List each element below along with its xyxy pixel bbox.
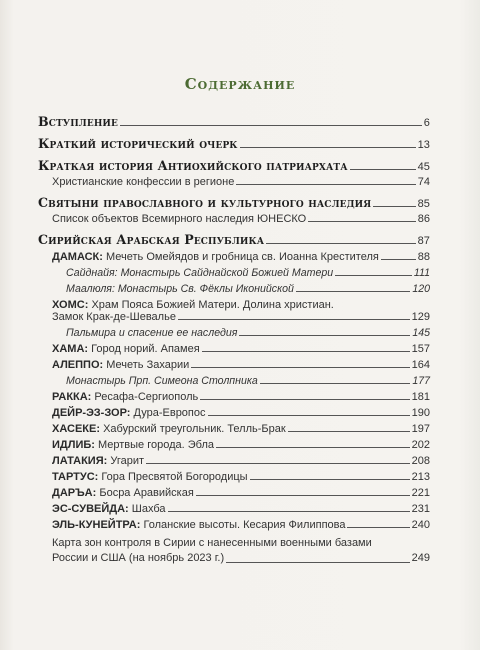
toc-entry-line2 <box>52 311 430 323</box>
toc-entry-text <box>52 407 206 419</box>
toc-entry <box>38 439 430 451</box>
leader-line <box>296 291 410 292</box>
page-number: 6 <box>423 117 430 129</box>
toc-entry-label: Мечеть Захарии <box>103 359 190 371</box>
city-name: ЭЛЬ-КУНЕЙТРА: <box>52 519 141 531</box>
page-number: 45 <box>417 161 430 173</box>
toc-entry-label: Дура-Европос <box>130 407 206 419</box>
city-name: ИДЛИБ: <box>52 439 95 451</box>
toc-entry <box>38 343 430 355</box>
toc-entry <box>38 327 430 339</box>
page-number: 85 <box>417 198 430 210</box>
toc-entry-text-continued: Замок Крак-де-Шевалье <box>52 311 176 323</box>
toc-entry <box>38 267 430 279</box>
toc-entry-label: Голанские высоты. Кесария Филиппова <box>140 519 346 531</box>
toc-entry <box>38 213 430 225</box>
leader-line <box>240 147 416 148</box>
leader-line <box>250 479 410 480</box>
toc-entry-text <box>52 503 166 515</box>
page-number: 111 <box>413 267 430 279</box>
toc-entry-text <box>38 136 238 151</box>
toc-entry-text <box>38 232 264 247</box>
city-name: ДАРЪА: <box>52 487 97 499</box>
toc-entry-label: Краткая история Антиохийского патриархата <box>38 158 348 173</box>
leader-line <box>146 463 410 464</box>
toc-entry <box>38 359 430 371</box>
leader-line <box>236 184 415 185</box>
page-number: 221 <box>411 487 430 499</box>
toc-entry-text-continued: России и США (на ноябрь 2023 г.) <box>52 552 225 564</box>
toc-entry-text <box>38 195 371 210</box>
toc-entry-label: Мечеть Омейядов и гробница св. Иоанна Крестителя <box>102 251 379 263</box>
page-number: 213 <box>411 471 430 483</box>
toc-entry <box>38 519 430 531</box>
page-number: 249 <box>411 552 430 564</box>
toc-entry <box>38 136 430 151</box>
toc-entry <box>38 176 430 188</box>
page-number: 145 <box>412 327 430 339</box>
toc-entry-label: Угарит <box>107 455 145 467</box>
toc-entry-text <box>66 327 237 339</box>
page-number: 74 <box>417 176 430 188</box>
toc-entry <box>38 536 430 566</box>
toc-entry-text <box>38 114 118 129</box>
leader-line <box>200 399 409 400</box>
toc-entry-text <box>52 487 194 499</box>
toc-entry-text <box>52 439 214 451</box>
leader-line <box>226 562 410 563</box>
leader-line <box>373 206 415 207</box>
toc-entry-label: Вступление <box>38 114 118 129</box>
toc-entry-label: Сайднайя: Монастырь Сайднайской Божией Матери <box>66 267 334 279</box>
leader-line <box>216 447 410 448</box>
toc-entry-text <box>66 375 258 387</box>
page-number: 190 <box>411 407 430 419</box>
page-number: 181 <box>411 391 430 403</box>
table-of-contents <box>38 107 430 566</box>
toc-entry-label: Маалюля: Монастырь Св. Фёклы Иконийской <box>66 283 294 295</box>
toc-entry <box>38 455 430 467</box>
toc-entry-label: Шахба <box>128 503 166 515</box>
page-number: 13 <box>417 139 430 151</box>
leader-line <box>308 221 416 222</box>
page-number: 88 <box>417 251 430 263</box>
toc-entry-line2 <box>52 551 430 566</box>
leader-line <box>347 527 409 528</box>
toc-entry-text <box>52 391 198 403</box>
toc-entry-text <box>52 359 189 371</box>
city-name: АЛЕППО: <box>52 359 104 371</box>
city-name: ЛАТАКИЯ: <box>52 455 108 467</box>
leader-line <box>350 169 416 170</box>
leader-line <box>191 367 409 368</box>
toc-entry <box>38 283 430 295</box>
toc-entry <box>38 407 430 419</box>
toc-entry-label: Ресафа-Сергиополь <box>91 391 199 403</box>
toc-entry-text <box>52 455 144 467</box>
leader-line <box>266 243 415 244</box>
toc-entry <box>38 503 430 515</box>
city-name: ЭС-СУВЕЙДА: <box>52 503 129 515</box>
page-number: 240 <box>411 519 430 531</box>
leader-line <box>381 259 416 260</box>
page-number: 157 <box>411 343 430 355</box>
page-number: 231 <box>411 503 430 515</box>
toc-entry-text <box>52 471 248 483</box>
toc-entry-label: Святыни православного и культурного наследия <box>38 195 372 210</box>
city-name: ТАРТУС: <box>52 471 99 483</box>
city-name: ХАМА: <box>52 343 89 355</box>
toc-entry <box>38 423 430 435</box>
page-title: Содержание <box>184 75 296 93</box>
toc-entry <box>38 114 430 129</box>
toc-entry-label: Город норий. Апамея <box>88 343 200 355</box>
toc-entry-label: Краткий исторический очерк <box>38 136 238 151</box>
toc-entry-text <box>52 343 200 355</box>
leader-line <box>239 335 410 336</box>
toc-entry-text: Карта зон контроля в Сирии с нанесенными военными базами <box>52 537 372 549</box>
toc-entry <box>38 299 430 323</box>
page-number: 86 <box>417 213 430 225</box>
toc-entry <box>38 195 430 210</box>
toc-entry-text <box>52 176 234 188</box>
page-number: 87 <box>417 235 430 247</box>
toc-entry-line1 <box>52 299 430 311</box>
toc-entry-label: Монастырь Прп. Симеона Столпника <box>66 375 258 387</box>
page-number: 208 <box>411 455 430 467</box>
leader-line <box>288 431 410 432</box>
toc-entry-text <box>52 519 345 531</box>
leader-line <box>335 275 412 276</box>
page-number: 129 <box>411 311 430 323</box>
toc-entry-text <box>38 158 348 173</box>
page-number: 120 <box>412 283 430 295</box>
toc-entry-text <box>52 213 306 225</box>
page-number: 202 <box>411 439 430 451</box>
toc-entry-label: Список объектов Всемирного наследия ЮНЕСКО <box>52 213 307 225</box>
city-name: РАККА: <box>52 391 92 403</box>
toc-entry-text: Храм Пояса Божией Матери. Долина христиан. <box>88 299 334 311</box>
toc-entry-label: Сирийская Арабская Республика <box>38 232 265 247</box>
leader-line <box>120 125 422 126</box>
toc-entry <box>38 471 430 483</box>
toc-entry-text <box>66 267 333 279</box>
toc-entry <box>38 251 430 263</box>
page-number: 177 <box>412 375 430 387</box>
toc-entry-label: Гора Пресвятой Богородицы <box>98 471 248 483</box>
page-number: 197 <box>411 423 430 435</box>
toc-entry-label: Босра Аравийская <box>96 487 194 499</box>
leader-line <box>178 319 410 320</box>
toc-entry-text <box>52 251 379 263</box>
toc-entry-text <box>52 423 286 435</box>
city-name: ДЕЙР-ЭЗ-ЗОР: <box>52 407 131 419</box>
leader-line <box>208 415 410 416</box>
toc-entry-label: Христианские конфессии в регионе <box>52 176 235 188</box>
toc-entry-line1 <box>52 536 430 551</box>
toc-entry-label: Хабурский треугольник. Телль-Брак <box>100 423 286 435</box>
city-name: ХАСЕКЕ: <box>52 423 101 435</box>
toc-entry-label: Мертвые города. Эбла <box>94 439 215 451</box>
leader-line <box>196 495 410 496</box>
leader-line <box>202 351 410 352</box>
city-name: ДАМАСК: <box>52 251 103 263</box>
toc-entry <box>38 375 430 387</box>
page-number: 164 <box>411 359 430 371</box>
toc-entry <box>38 391 430 403</box>
toc-entry <box>38 158 430 173</box>
toc-entry-label: Пальмира и спасение ее наследия <box>66 327 238 339</box>
leader-line <box>260 383 411 384</box>
toc-entry <box>38 232 430 247</box>
toc-entry-text <box>66 283 294 295</box>
leader-line <box>168 511 410 512</box>
city-name: ХОМС: <box>52 299 89 311</box>
toc-entry <box>38 487 430 499</box>
